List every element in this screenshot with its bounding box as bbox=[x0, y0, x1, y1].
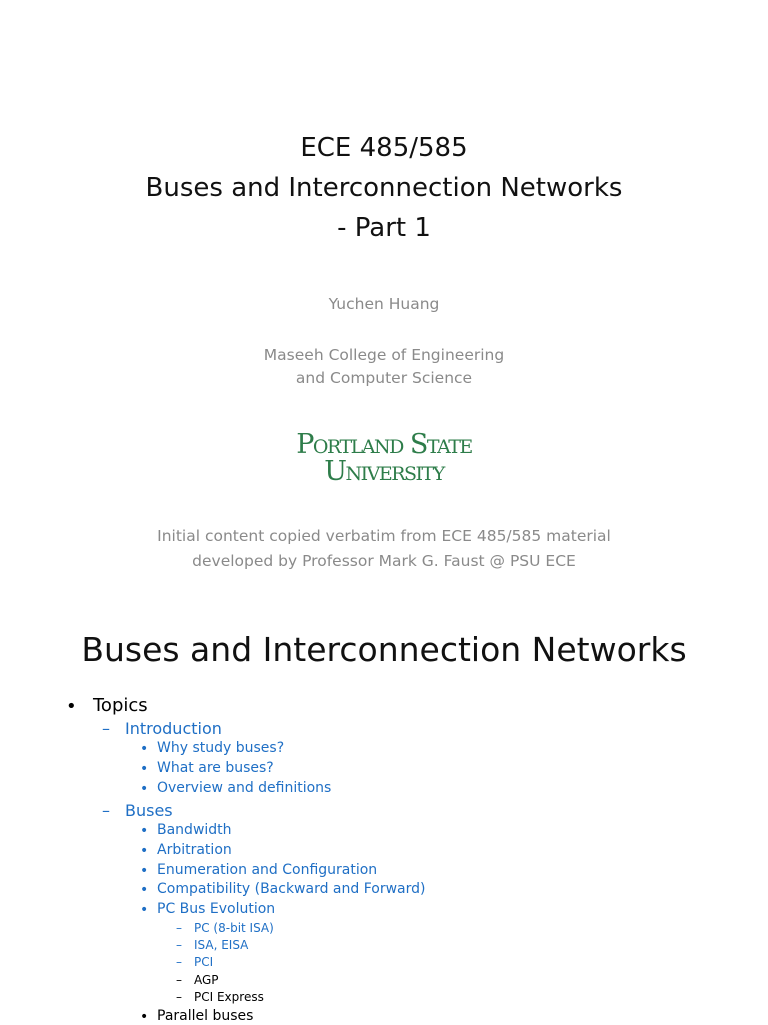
sub-dash: – bbox=[176, 938, 182, 952]
pc-bus-item: PCI Express bbox=[194, 990, 264, 1004]
topics-heading: Topics bbox=[93, 695, 148, 716]
bullet-icon: • bbox=[140, 761, 149, 777]
bullet-icon: • bbox=[140, 843, 149, 859]
slide-title bbox=[0, 128, 768, 248]
pc-bus-item: PCI bbox=[194, 955, 214, 969]
topics-slide-title: Buses and Interconnection Networks bbox=[81, 630, 687, 669]
bullet-icon: • bbox=[140, 863, 149, 879]
intro-item: Overview and definitions bbox=[157, 780, 332, 796]
pc-bus-item: AGP bbox=[194, 973, 219, 987]
buses-heading: Buses bbox=[125, 801, 173, 820]
sub-dash: – bbox=[176, 973, 182, 987]
sub-dash: – bbox=[176, 990, 182, 1004]
course-title: Buses and Interconnection Networks bbox=[145, 173, 623, 203]
buses-item: Bandwidth bbox=[157, 822, 232, 838]
logo-line-1: Portland State bbox=[296, 429, 472, 460]
college-line-1: Maseeh College of Engineering bbox=[263, 346, 505, 364]
intro-item: Why study buses? bbox=[157, 740, 285, 756]
college-name bbox=[0, 344, 768, 390]
sub-dash: – bbox=[176, 921, 182, 935]
bullet-icon: • bbox=[140, 781, 149, 797]
bullet-icon: • bbox=[140, 741, 149, 757]
logo-line-2: University bbox=[324, 456, 444, 487]
buses-item: Parallel buses bbox=[157, 1008, 254, 1024]
author-name: Yuchen Huang bbox=[328, 295, 440, 313]
sub-dash: – bbox=[176, 955, 182, 969]
course-code: ECE 485/585 bbox=[300, 133, 468, 163]
pc-bus-item: PC (8-bit ISA) bbox=[194, 921, 274, 935]
intro-dash: – bbox=[102, 719, 110, 738]
content-credit bbox=[0, 524, 768, 574]
buses-item: Enumeration and Configuration bbox=[157, 862, 378, 878]
bullet-icon: • bbox=[140, 823, 149, 839]
college-line-2: and Computer Science bbox=[295, 369, 473, 387]
intro-item: What are buses? bbox=[157, 760, 274, 776]
credit-line-2: developed by Professor Mark G. Faust @ PSU ECE bbox=[192, 552, 576, 570]
course-part: - Part 1 bbox=[337, 213, 431, 243]
bullet-icon: • bbox=[140, 1009, 149, 1025]
buses-item: Arbitration bbox=[157, 842, 232, 858]
introduction-heading: Introduction bbox=[125, 719, 222, 738]
bullet-icon: • bbox=[140, 902, 149, 918]
portland-state-university-logo bbox=[270, 430, 498, 490]
buses-item: PC Bus Evolution bbox=[157, 901, 276, 917]
buses-item: Compatibility (Backward and Forward) bbox=[157, 881, 426, 897]
pc-bus-item: ISA, EISA bbox=[194, 938, 249, 952]
credit-line-1: Initial content copied verbatim from ECE 485/585 material bbox=[157, 527, 611, 545]
topics-bullet: • bbox=[66, 696, 77, 717]
buses-dash: – bbox=[102, 801, 110, 820]
bullet-icon: • bbox=[140, 882, 149, 898]
